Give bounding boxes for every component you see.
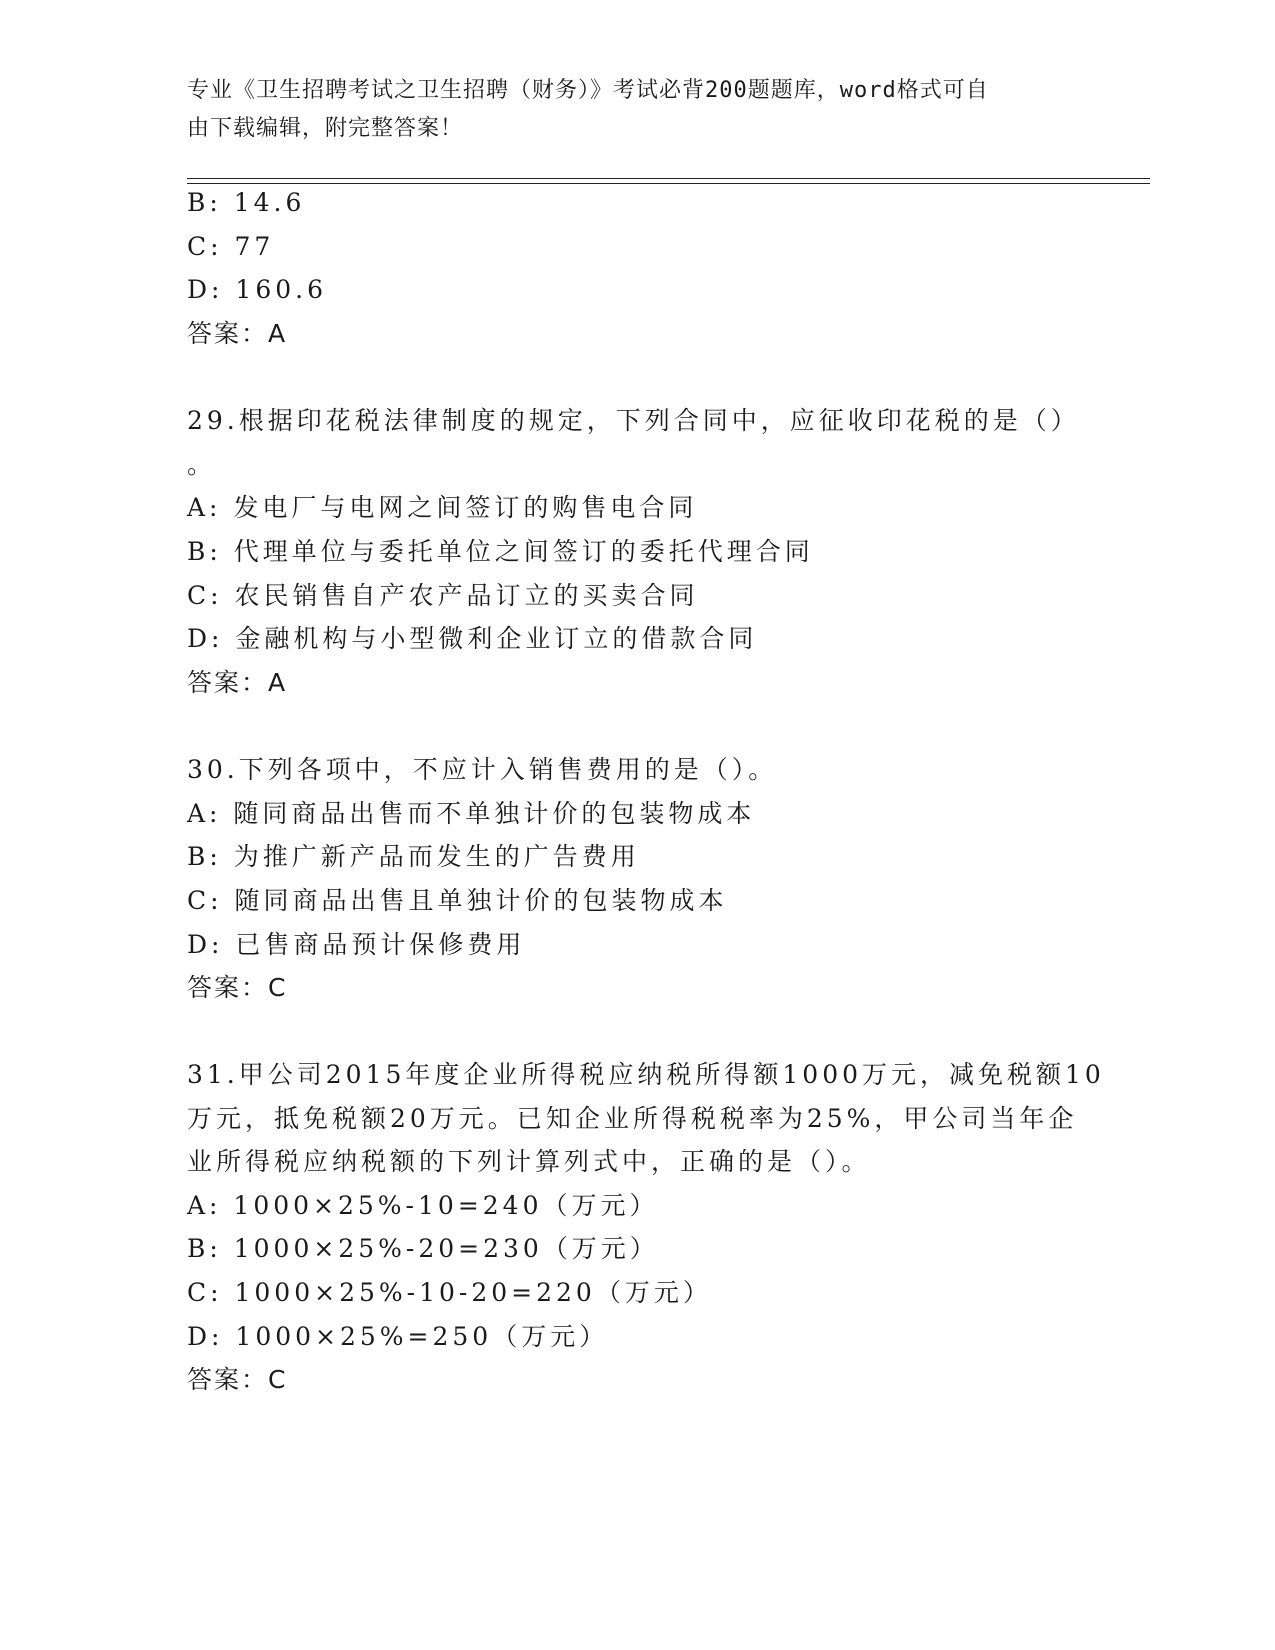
prev-answer: 答案：A <box>187 319 288 348</box>
q31-stem-line-3: 业所得税应纳税额的下列计算列式中，正确的是（）。 <box>187 1147 871 1176</box>
q30-option-a: A: 随同商品出售而不单独计价的包装物成本 <box>187 799 756 828</box>
header-line-2: 由下载编辑，附完整答案！ <box>187 116 464 141</box>
q29-stem-line-1: 29.根据印花税法律制度的规定，下列合同中，应征收印花税的是（） <box>187 406 1080 435</box>
header-divider-top <box>187 178 1150 179</box>
q30-option-d: D: 已售商品预计保修费用 <box>187 930 526 959</box>
q29-answer: 答案：A <box>187 668 288 697</box>
q31-option-b: B: 1000×25%-20=230（万元） <box>187 1234 659 1263</box>
q30-option-c: C: 随同商品出售且单独计价的包装物成本 <box>187 886 728 915</box>
q31-stem-line-1: 31.甲公司2015年度企业所得税应纳税所得额1000万元，减免税额10 <box>187 1060 1105 1089</box>
q29-option-c: C: 农民销售自产农产品订立的买卖合同 <box>187 581 699 610</box>
q31-option-c: C: 1000×25%-10-20=220（万元） <box>187 1278 712 1307</box>
prev-option-d: D: 160.6 <box>187 275 327 304</box>
prev-option-b: B: 14.6 <box>187 188 306 217</box>
q31-option-d: D: 1000×25%=250（万元） <box>187 1322 609 1351</box>
prev-option-c: C: 77 <box>187 232 275 261</box>
q31-stem-line-2: 万元，抵免税额20万元。已知企业所得税税率为25%，甲公司当年企 <box>187 1104 1078 1133</box>
q31-option-a: A: 1000×25%-10=240（万元） <box>187 1191 659 1220</box>
q29-option-a: A: 发电厂与电网之间签订的购售电合同 <box>187 493 698 522</box>
q31-answer: 答案：C <box>187 1365 288 1394</box>
q29-option-d: D: 金融机构与小型微利企业订立的借款合同 <box>187 624 758 653</box>
document-header <box>187 72 1067 148</box>
q29-stem-line-2: 。 <box>187 450 217 479</box>
q30-stem-line-1: 30.下列各项中，不应计入销售费用的是（）。 <box>187 755 778 784</box>
header-line-1: 专业《卫生招聘考试之卫生招聘（财务）》考试必背200题题库，word格式可自 <box>187 78 989 103</box>
q29-option-b: B: 代理单位与委托单位之间签订的委托代理合同 <box>187 537 814 566</box>
q30-option-b: B: 为推广新产品而发生的广告费用 <box>187 842 640 871</box>
header-divider-bottom <box>187 183 1150 184</box>
q30-answer: 答案：C <box>187 973 288 1002</box>
